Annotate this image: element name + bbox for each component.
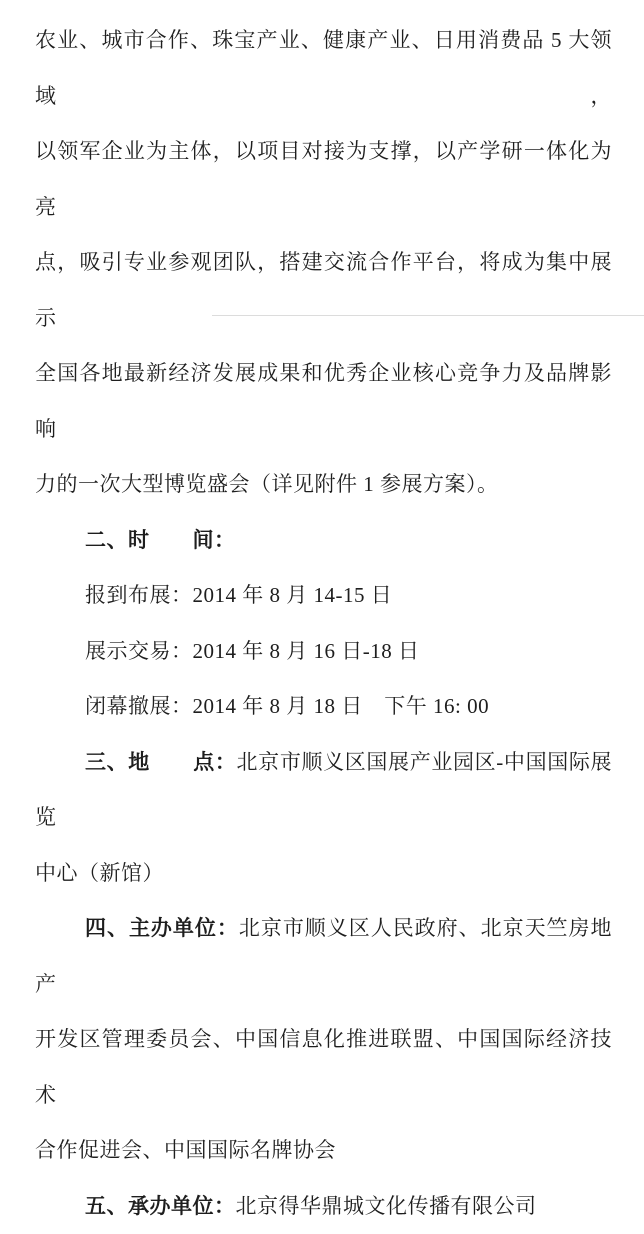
section-time-label: 二、时 间： <box>85 529 236 552</box>
intro-paragraph-line: 点，吸引专业参观团队，搭建交流合作平台，将成为集中展示 <box>35 235 612 346</box>
section-host-label: 四、主办单位： <box>85 917 239 940</box>
section-host-line: 开发区管理委员会、中国信息化推进联盟、中国国际经济技术 <box>35 1012 612 1123</box>
section-location-line <box>35 735 612 846</box>
document-body <box>35 13 612 1234</box>
intro-paragraph-line: 农业、城市合作、珠宝产业、健康产业、日用消费品 5 大领域， <box>35 13 612 124</box>
section-undertaker-line <box>35 1179 612 1234</box>
section-undertaker-label: 五、承办单位： <box>85 1195 236 1218</box>
intro-paragraph-line: 力的一次大型博览盛会（详见附件 1 参展方案）。 <box>35 457 612 513</box>
section-host-line: 合作促进会、中国国际名牌协会 <box>35 1123 612 1179</box>
time-entry-exhibit: 展示交易：2014 年 8 月 16 日-18 日 <box>35 624 612 680</box>
intro-paragraph-line: 全国各地最新经济发展成果和优秀企业核心竞争力及品牌影响 <box>35 346 612 457</box>
section-location-label: 三、地 点： <box>85 751 237 774</box>
section-location-text: 北京市顺义区国展产业园区-中国国际展览 <box>35 750 612 830</box>
time-entry-closing: 闭幕撤展：2014 年 8 月 18 日 下午 16: 00 <box>35 679 612 735</box>
section-undertaker-text: 北京得华鼎城文化传播有限公司 <box>236 1194 537 1218</box>
section-time-heading <box>35 513 612 569</box>
section-host-line <box>35 901 612 1012</box>
intro-paragraph-line: 以领军企业为主体，以项目对接为支撑，以产学研一体化为亮 <box>35 124 612 235</box>
section-host-text: 北京市顺义区人民政府、北京天竺房地产 <box>35 916 612 996</box>
section-location-line: 中心（新馆） <box>35 846 612 902</box>
time-entry-setup: 报到布展：2014 年 8 月 14-15 日 <box>35 568 612 624</box>
